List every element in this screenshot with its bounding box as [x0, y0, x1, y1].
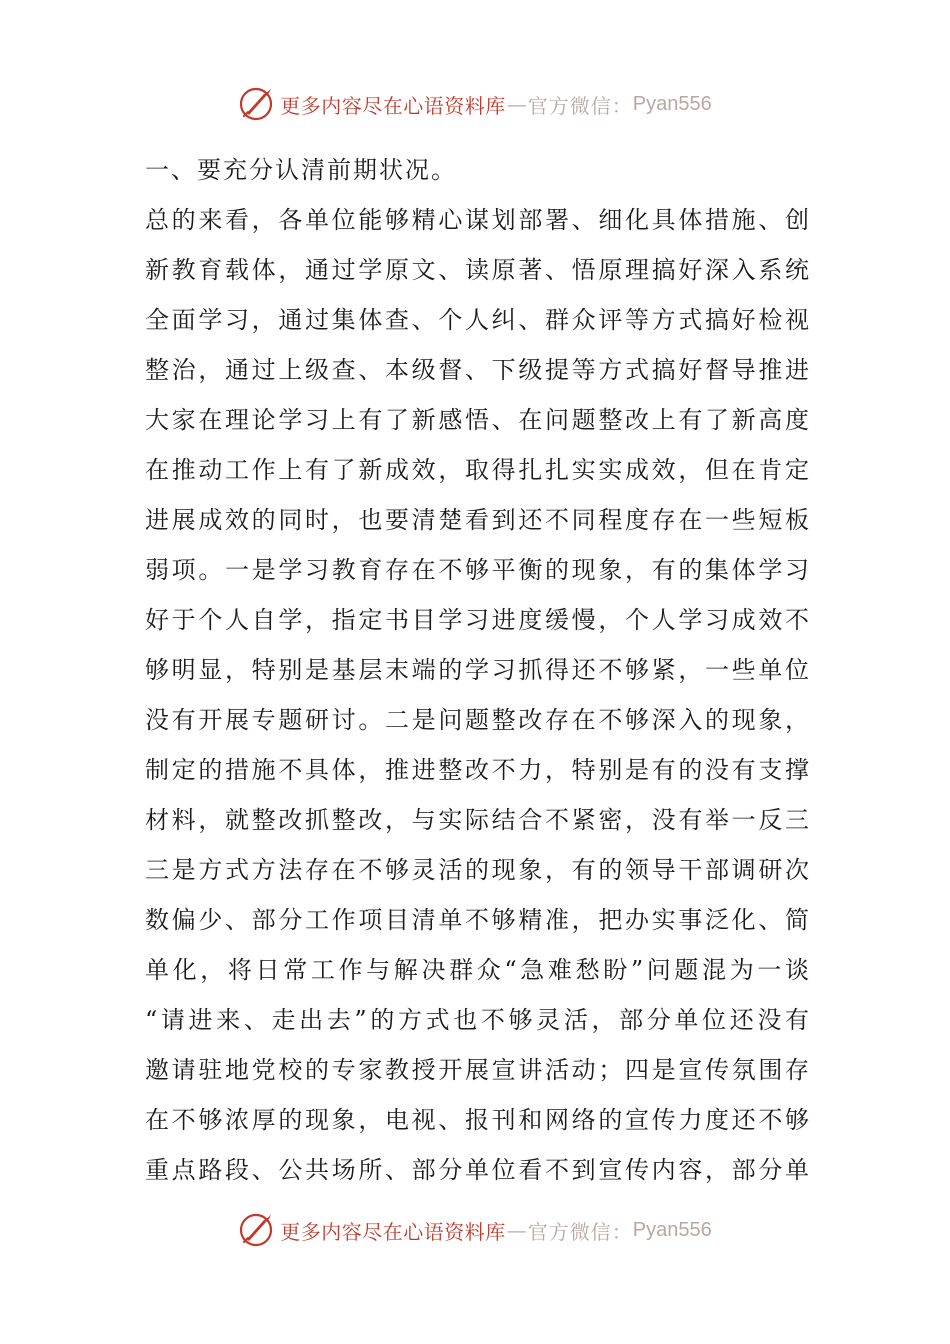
paragraph-line: 全面学习，通过集体查、个人纠、群众评等方式搞好检视 [145, 306, 810, 334]
quill-logo-icon [238, 1212, 274, 1248]
watermark-wechat-label: 官方微信： [527, 93, 633, 118]
paragraph-line: 单化，将日常工作与解决群众“急难愁盼”问题混为一谈 [145, 956, 810, 984]
paragraph-line: 数偏少、部分工作项目清单不够精准，把办实事泛化、简 [145, 906, 810, 934]
paragraph-line: 三是方式方法存在不够灵活的现象，有的领导干部调研次 [145, 856, 810, 884]
footer-watermark [0, 1210, 950, 1250]
paragraph-line: 邀请驻地党校的专家教授开展宣讲活动；四是宣传氛围存 [145, 1056, 810, 1084]
watermark-brand: 更多内容尽在心语资料库 [280, 1219, 506, 1244]
header-watermark [0, 84, 950, 124]
document-body [145, 145, 810, 1195]
paragraph-line: 没有开展专题研讨。二是问题整改存在不够深入的现象， [145, 706, 810, 734]
paragraph-line: 材料，就整改抓整改，与实际结合不紧密，没有举一反三 [145, 806, 810, 834]
watermark-brand: 更多内容尽在心语资料库 [280, 93, 506, 118]
watermark-separator: — [506, 1218, 527, 1242]
paragraph-line: 新教育载体，通过学原文、读原著、悟原理搞好深入系统 [145, 256, 810, 284]
paragraph-line: 大家在理论学习上有了新感悟、在问题整改上有了新高度 [145, 406, 810, 434]
section-heading: 一、要充分认清前期状况。 [145, 156, 457, 184]
paragraph-line: 进展成效的同时，也要清楚看到还不同程度存在一些短板 [145, 506, 810, 534]
paragraph-line: 好于个人自学，指定书目学习进度缓慢，个人学习成效不 [145, 606, 810, 634]
watermark-wechat-id: Pyan556 [632, 92, 712, 115]
paragraph-line: 制定的措施不具体，推进整改不力，特别是有的没有支撑 [145, 756, 810, 784]
paragraph-line: 重点路段、公共场所、部分单位看不到宣传内容，部分单 [145, 1156, 810, 1184]
paragraph-line: 够明显，特别是基层末端的学习抓得还不够紧，一些单位 [145, 656, 810, 684]
watermark-wechat-label: 官方微信： [527, 1219, 633, 1244]
paragraph-line: 在不够浓厚的现象，电视、报刊和网络的宣传力度还不够 [145, 1106, 810, 1134]
paragraph-line: 弱项。一是学习教育存在不够平衡的现象，有的集体学习 [145, 556, 810, 584]
watermark-separator: — [506, 92, 527, 116]
paragraph-line: 在推动工作上有了新成效，取得扎扎实实成效，但在肯定 [145, 456, 810, 484]
quill-logo-icon [238, 86, 274, 122]
paragraph-line: “请进来、走出去”的方式也不够灵活，部分单位还没有 [145, 1006, 810, 1034]
paragraph-line: 整治，通过上级查、本级督、下级提等方式搞好督导推进 [145, 356, 810, 384]
paragraph-line: 总的来看，各单位能够精心谋划部署、细化具体措施、创 [145, 206, 810, 234]
watermark-wechat-id: Pyan556 [632, 1218, 712, 1241]
